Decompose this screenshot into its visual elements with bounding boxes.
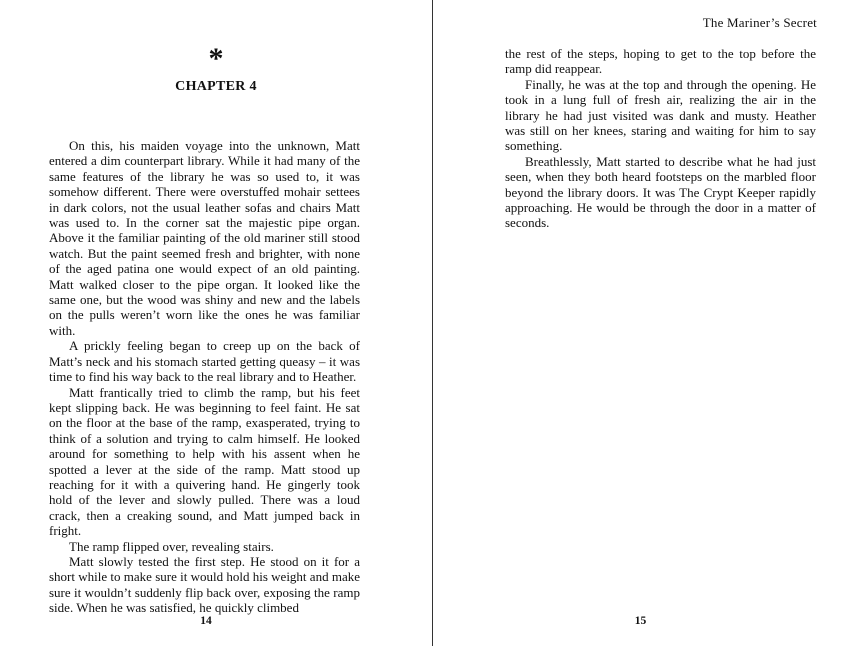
paragraph: Finally, he was at the top and through the opening. He took in a lung full of fresh air, realizing the air in the library he had just visited was dank and musty. Heather was still on her knees, staring and waiting for him to say something. xyxy=(505,76,816,154)
page-number-right: 15 xyxy=(634,615,647,627)
left-page-body xyxy=(49,138,360,616)
chapter-ornament: * xyxy=(208,42,224,75)
right-page xyxy=(433,0,864,646)
paragraph: Breathlessly, Matt started to describe what he had just seen, when they both heard footsteps on the marbled floor beyond the library doors. It was The Crypt Keeper rapidly approaching. He would be through the door in a matter of seconds. xyxy=(505,153,816,231)
paragraph: Matt frantically tried to climb the ramp, but his feet kept slipping back. He was beginning to feel faint. He sat on the floor at the base of the ramp, exasperated, trying to think of a solution and trying to calm himself. He looked around for something to help with his assent when he spotted a lever at the side of the ramp. Matt stood up reaching for it with a quivering hand. He gingerly took hold of the lever and slowly pulled. There was a loud crack, then a creaking sound, and Matt jumped back in fright. xyxy=(49,384,360,539)
paragraph-continuation: the rest of the steps, hoping to get to the top before the ramp did reappear. xyxy=(505,46,816,77)
paragraph: On this, his maiden voyage into the unknown, Matt entered a dim counterpart library. While it had many of the same features of the library he was so used to, it was somehow different. There were overstuffed mohair settees in dark colors, not the usual leather sofas and chairs Matt was used to. In the corner sat the majestic pipe organ. Above it the familiar painting of the old mariner still stood watch. But the paint seemed fresh and brighter, with none of the aged patina one would expect of an old painting. Matt walked closer to the pipe organ. It looked like the same one, but the wood was shiny and new and the labels on the pulls weren’t worn like the ones he was familiar with. xyxy=(49,138,360,338)
right-page-body xyxy=(505,46,816,231)
chapter-heading: CHAPTER 4 xyxy=(175,79,257,94)
running-header: The Mariner’s Secret xyxy=(702,15,817,30)
paragraph: Matt slowly tested the first step. He stood on it for a short while to make sure it would hold his weight and make sure it wouldn’t suddenly flip back over, exposing the ramp side. When he was satisfied, he quickly climbed xyxy=(49,553,360,616)
paragraph: A prickly feeling began to creep up on the back of Matt’s neck and his stomach started getting queasy – it was time to find his way back to the real library and to Heather. xyxy=(49,338,360,385)
paragraph: The ramp flipped over, revealing stairs. xyxy=(69,538,274,554)
page-number-left: 14 xyxy=(200,615,212,627)
